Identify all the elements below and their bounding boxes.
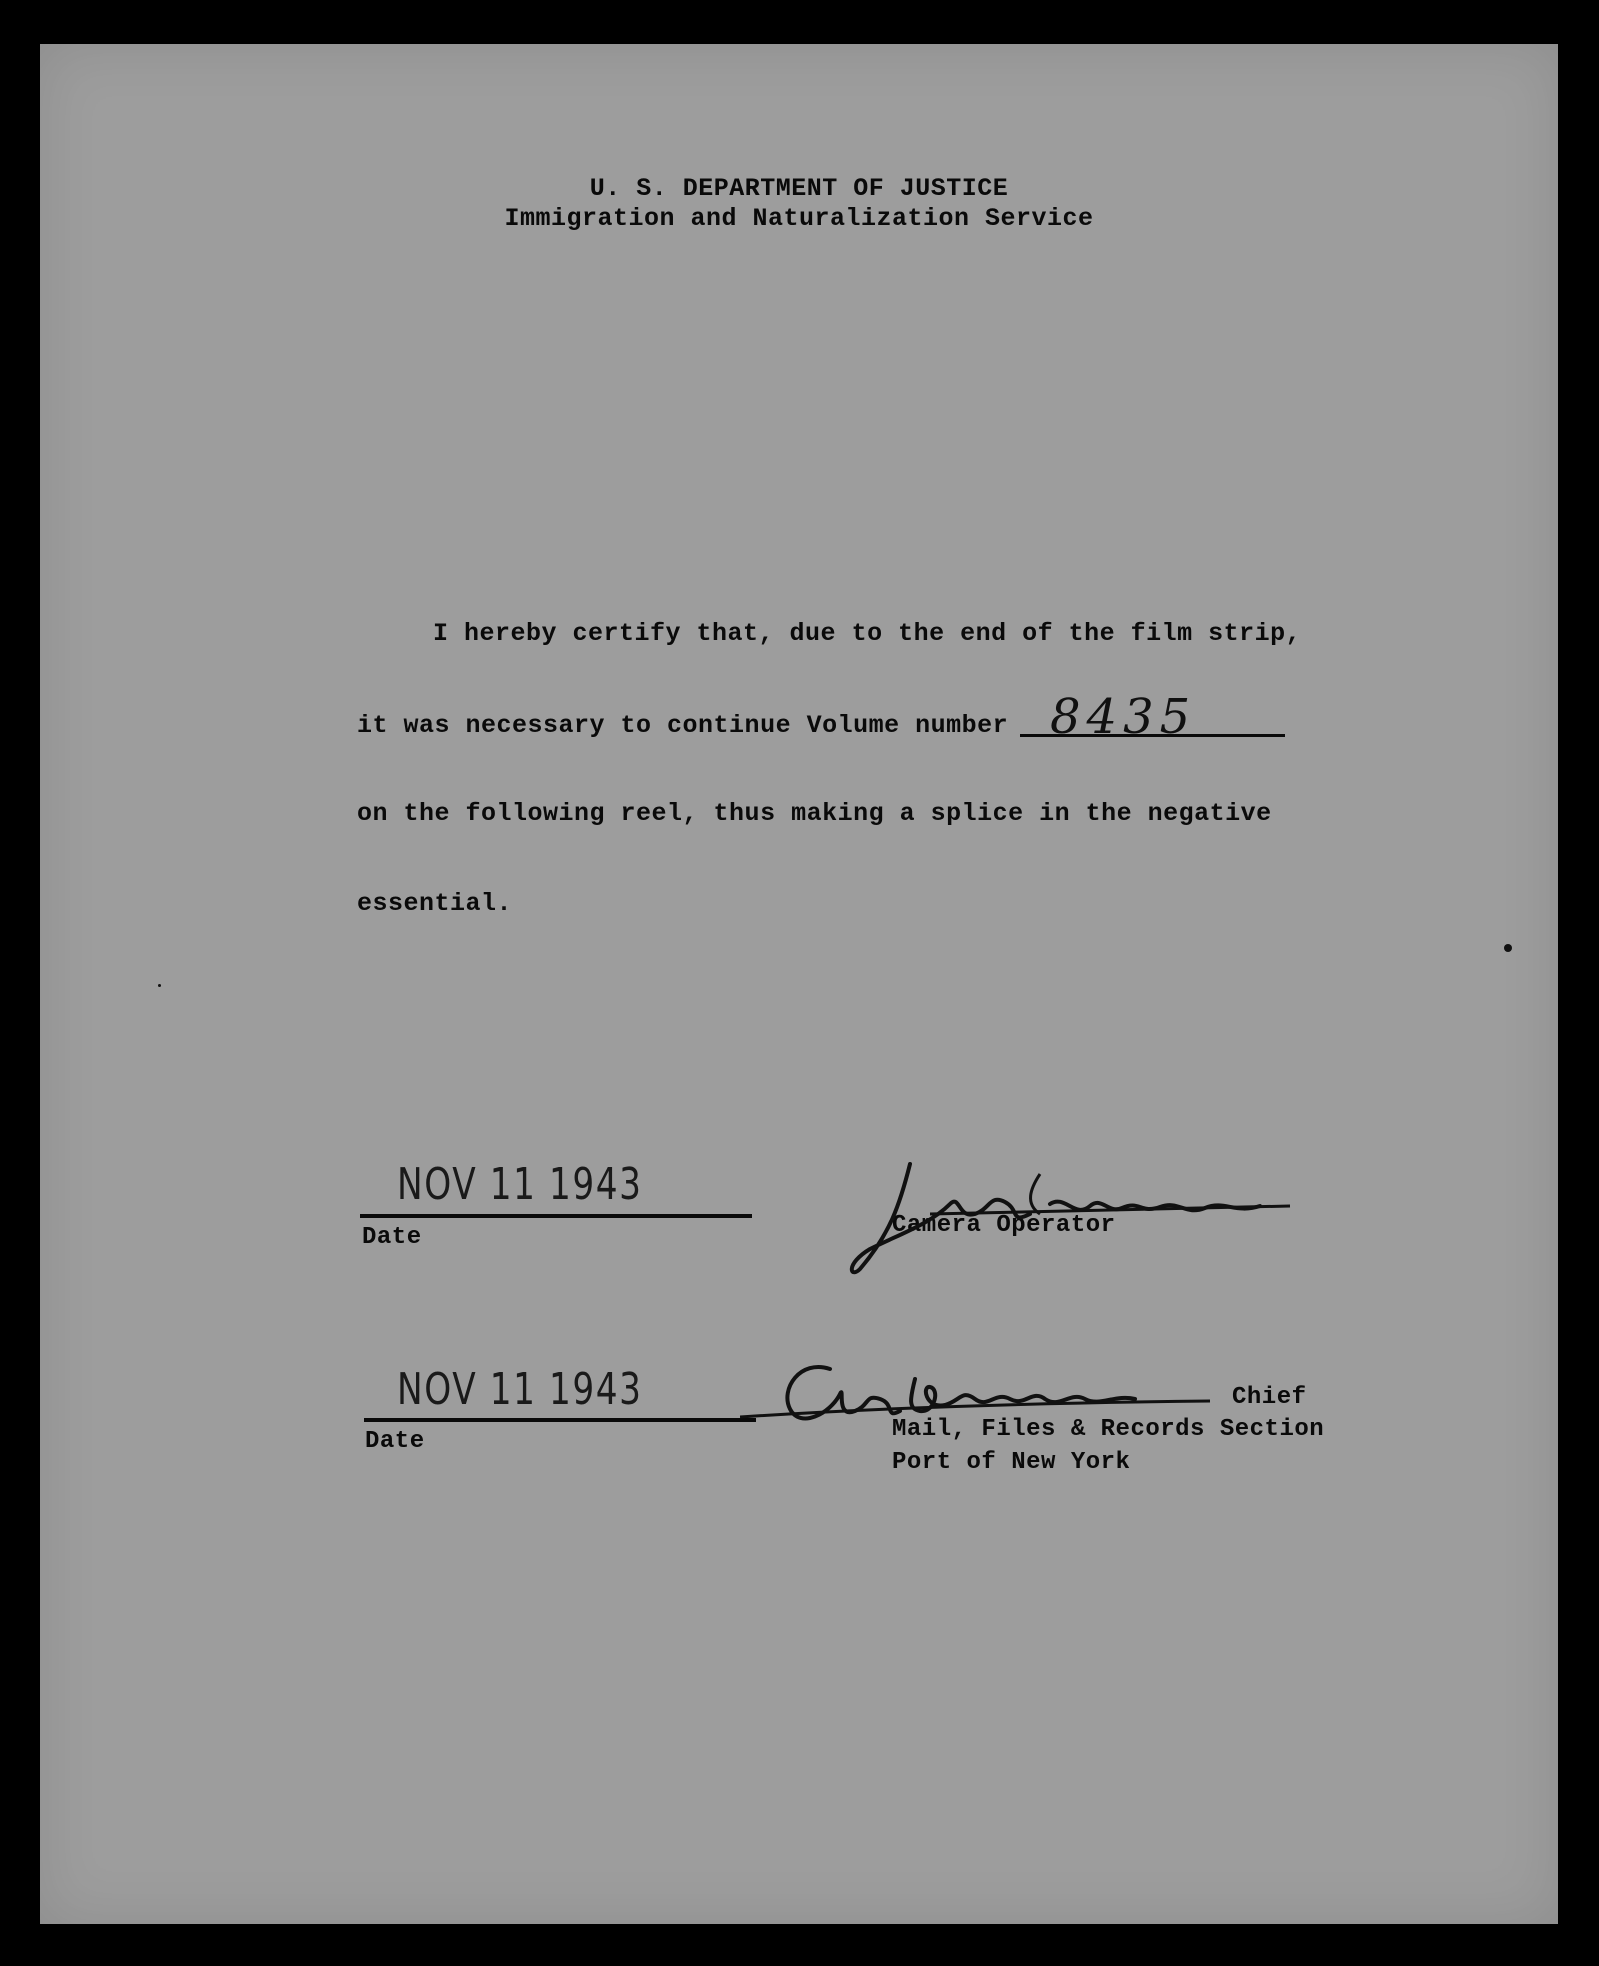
chief-signature [740, 1339, 1220, 1449]
volume-number: 8435 [1050, 689, 1197, 745]
ink-speck [158, 984, 161, 987]
port-title: Port of New York [892, 1449, 1131, 1476]
certification-line-1: I hereby certify that, due to the end of the film strip, [433, 619, 1302, 648]
department-heading: U. S. DEPARTMENT OF JUSTICE [589, 174, 1009, 203]
service-heading: Immigration and Naturalization Service [504, 204, 1094, 233]
camera-operator-label: Camera Operator [892, 1212, 1116, 1239]
section-title: Mail, Files & Records Section [892, 1416, 1325, 1443]
date-label-1: Date [362, 1224, 422, 1251]
certification-line-4: essential. [357, 889, 513, 918]
certification-line-3: on the following reel, thus making a splice in the negative [357, 799, 1272, 828]
certification-line-2: it was necessary to continue Volume number [357, 711, 1009, 740]
chief-title: Chief [1232, 1384, 1307, 1411]
date-stamp-1: NOV 11 1943 [397, 1159, 643, 1210]
date-line-1 [360, 1214, 752, 1218]
ink-speck [1504, 944, 1512, 952]
date-stamp-2: NOV 11 1943 [397, 1364, 643, 1415]
date-line-2 [364, 1418, 756, 1422]
camera-operator-signature [840, 1144, 1300, 1284]
date-label-2: Date [365, 1428, 425, 1455]
document-page [40, 44, 1558, 1924]
